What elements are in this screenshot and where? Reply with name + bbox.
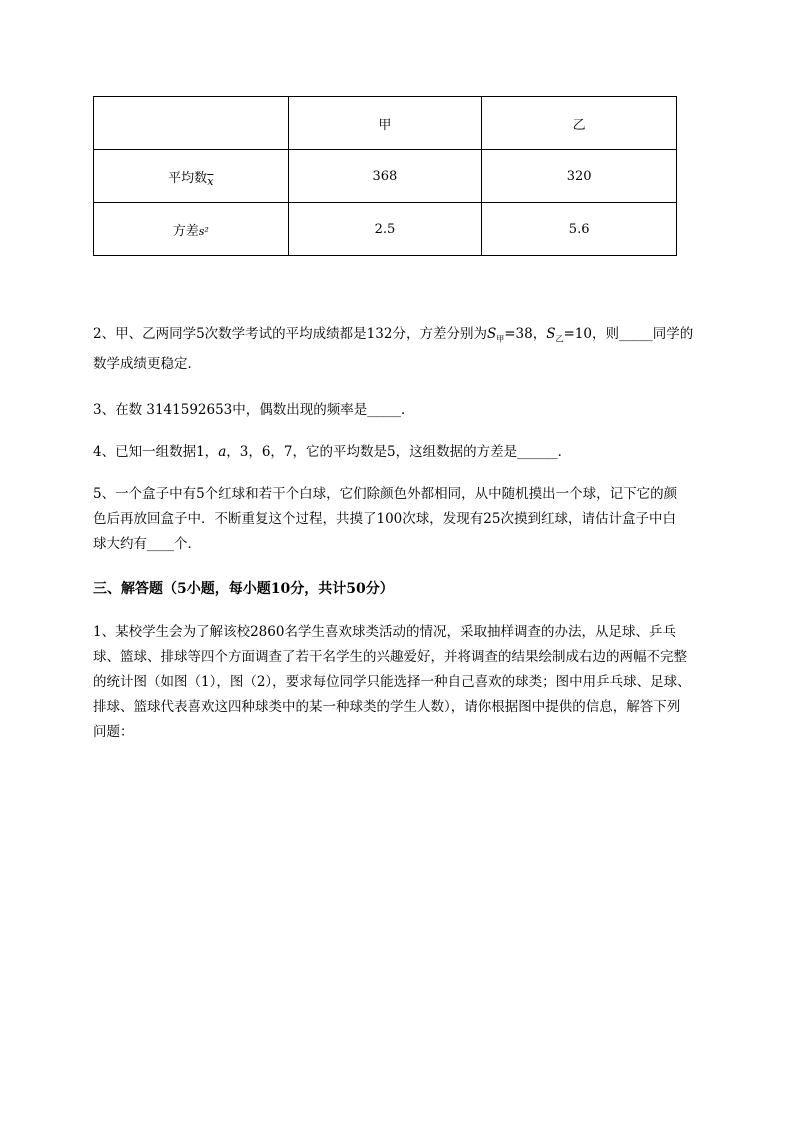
section-3-question-1 [93, 620, 743, 745]
table-cell: 368 [288, 150, 482, 203]
question-3: 3、在数 3141592653中，偶数出现的频率是_____． [93, 402, 415, 418]
table-cell: 5.6 [482, 203, 677, 256]
question-5 [93, 482, 743, 557]
q2-sub-yi: 乙 [555, 334, 564, 344]
s3q1-line: 1、某校学生会为了解该校2860名学生喜欢球类活动的情况，采取抽样调查的办法，从足球、乒乓 [93, 624, 676, 640]
q4-text-post: ，3，6，7，它的平均数是5，这组数据的方差是______． [226, 444, 572, 460]
table-cell: 2.5 [288, 203, 482, 256]
table-header-cell: 乙 [482, 97, 677, 150]
s3q1-line: 排球、篮球代表喜欢这四种球类中的某一种球类的学生人数），请你根据图中提供的信息，解答下列 [93, 699, 681, 715]
question-2: 2、甲、乙两同学5次数学考试的平均成绩都是132分，方差分别为$S_甲=38$，$S_乙=10$，则_____同学的 数学成绩更稳定． [93, 326, 694, 372]
section-3-heading: 三、解答题（5小题，每小题10分，共计50分） [93, 581, 394, 597]
row-label-mean [94, 150, 289, 203]
variance-symbol: s² [198, 224, 209, 238]
q2-line2: 数学成绩更稳定． [93, 355, 201, 372]
q2-variance-yi: =10，则_____同学的 [563, 326, 694, 342]
q5-line: 色后再放回盒子中．不断重复这个过程，共摸了100次球，发现有25次摸到红球，请估计盒子中白 [93, 511, 676, 527]
s3q1-line: 球、篮球、排球等四个方面调查了若干名学生的兴趣爱好，并将调查的结果绘制成右边的两幅不完整 [93, 649, 687, 665]
question-4 [93, 440, 743, 465]
stats-table [93, 96, 677, 256]
table-cell: 320 [482, 150, 677, 203]
q5-line: 球大约有____个． [93, 536, 201, 552]
mean-symbol: x [207, 174, 214, 188]
q2-text: 2、甲、乙两同学5次数学考试的平均成绩都是132分，方差分别为 [93, 326, 487, 342]
q4-variable: a [218, 444, 227, 460]
table-header-row [94, 97, 677, 150]
table-row [94, 150, 677, 203]
q4-text-pre: 4、已知一组数据1， [93, 444, 219, 460]
q5-line: 5、一个盒子中有5个红球和若干个白球，它们除颜色外都相同，从中随机摸出一个球，记下它的颜 [93, 486, 678, 502]
row-label-variance [94, 203, 289, 256]
mean-label-text: 平均数 [168, 170, 208, 186]
s3q1-line: 的统计图（如图（1），图（2），要求每位同学只能选择一种自己喜欢的球类；图中用乒乓球、足球、 [93, 674, 691, 690]
table-header-cell [94, 97, 289, 150]
table-row [94, 203, 677, 256]
variance-label-text: 方差 [172, 223, 199, 239]
q2-variance-jia: =38， [504, 326, 547, 342]
q2-sub-jia: 甲 [496, 334, 505, 344]
s3q1-line: 问题： [93, 724, 134, 740]
table-header-cell: 甲 [288, 97, 482, 150]
